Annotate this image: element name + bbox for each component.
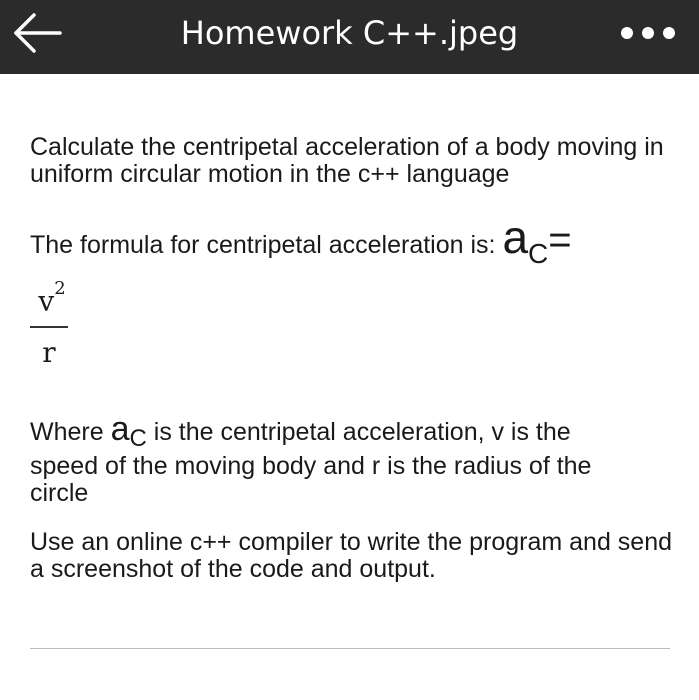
formula-symbol: a <box>502 211 529 263</box>
divider <box>30 648 670 649</box>
definition-line-2: speed of the moving body and r is the radius of the <box>30 452 592 480</box>
fraction-bar <box>30 326 68 328</box>
more-dots-icon <box>642 27 654 39</box>
where-rest: is the centripetal acceleration, v is the <box>146 418 571 446</box>
definition-line-1 <box>30 409 680 453</box>
top-bar <box>0 0 699 74</box>
definition-line-3: circle <box>30 479 89 507</box>
more-options-button[interactable] <box>621 22 675 44</box>
formula-subscript: C <box>528 238 549 269</box>
fraction-denominator: r <box>42 336 56 369</box>
where-symbol: a <box>110 410 130 448</box>
numerator-base: v <box>38 284 55 318</box>
formula-intro-text: The formula for centripetal acceleration is: <box>30 231 503 259</box>
fraction-numerator <box>30 278 74 318</box>
where-subscript: C <box>129 425 147 452</box>
arrow-left-icon <box>10 10 64 56</box>
formula-equals: = <box>548 218 572 262</box>
instruction-paragraph: Use an online c++ compiler to write the program and send a screenshot of the code and output. <box>30 528 673 583</box>
definition-paragraph <box>30 409 680 507</box>
file-title: Homework C++.jpeg <box>180 14 519 52</box>
numerator-exponent: 2 <box>54 278 66 299</box>
formula-fraction <box>30 278 74 369</box>
where-prefix: Where <box>30 418 111 446</box>
back-button[interactable] <box>10 10 64 56</box>
more-dots-icon <box>663 27 675 39</box>
formula-intro <box>30 211 680 269</box>
problem-statement: Calculate the centripetal acceleration of a body moving in uniform circular motion in the c++ language <box>30 133 664 188</box>
more-dots-icon <box>621 27 633 39</box>
